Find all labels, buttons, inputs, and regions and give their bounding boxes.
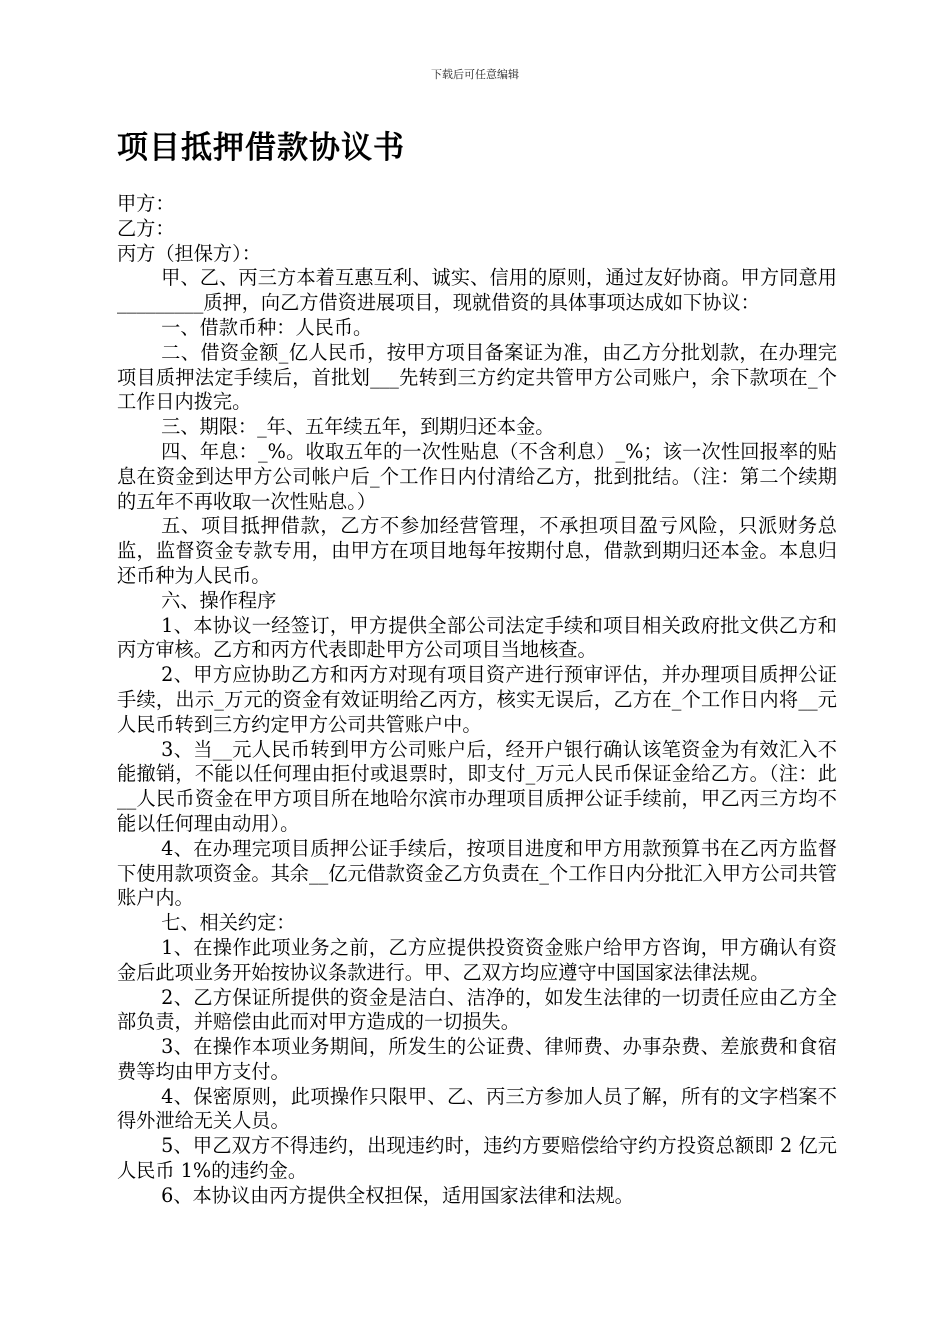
agreement-item-1: 1、在操作此项业务之前，乙方应提供投资资金账户给甲方咨询，甲方确认有资金后此项业务开始按协议条款进行。甲、乙双方均应遵守中国国家法律法规。 (117, 935, 837, 984)
clause-management: 五、项目抵押借款，乙方不参加经营管理，不承担项目盈亏风险，只派财务总监，监督资金专款专用，由甲方在项目地每年按期付息，借款到期归还本金。本息归还币种为人民币。 (117, 514, 837, 587)
section-heading-procedure: 六、操作程序 (161, 588, 277, 612)
clause-term: 三、期限：_年、五年续五年，到期归还本金。 (161, 415, 555, 439)
agreement-item-6: 6、本协议由丙方提供全权担保，适用国家法律和法规。 (161, 1183, 634, 1207)
party-a-line: 甲方： (117, 192, 175, 215)
section-heading-agreements: 七、相关约定： (161, 911, 296, 935)
clause-currency: 一、借款币种：人民币。 (161, 315, 373, 339)
procedure-item-1: 1、本协议一经签订，甲方提供全部公司法定手续和项目相关政府批文供乙方和丙方审核。乙方和丙方代表即赴甲方公司项目当地核查。 (117, 613, 837, 662)
agreement-item-5: 5、甲乙双方不得违约，出现违约时，违约方要赔偿给守约方投资总额即 2 亿元人民币 1%的违约金。 (117, 1134, 837, 1183)
procedure-item-2: 2、甲方应协助乙方和丙方对现有项目资产进行预审评估，并办理项目质押公证手续，出示_万元的资金有效证明给乙丙方，核实无误后，乙方在_个工作日内将__元人民币转到三方约定甲方公司共管账户中。 (117, 663, 837, 736)
agreement-item-3: 3、在操作本项业务期间，所发生的公证费、律师费、办事杂费、差旅费和食宿费等均由甲方支付。 (117, 1035, 837, 1083)
clause-amount: 二、借资金额_亿人民币，按甲方项目备案证为准，由乙方分批划款，在办理完项目质押法定手续后，首批划___先转到三方约定共管甲方公司账户，余下款项在_个工作日内拨完。 (117, 340, 837, 414)
agreement-item-2: 2、乙方保证所提供的资金是洁白、洁净的，如发生法律的一切责任应由乙方全部负责，并赔偿由此而对甲方造成的一切损失。 (117, 985, 837, 1034)
clause-interest: 四、年息：_%。收取五年的一次性贴息（不含利息）_%；该一次性回报率的贴息在资金到达甲方公司帐户后_个工作日内付清给乙方，批到批结。（注：第二个续期的五年不再收取一次性贴息。） (117, 439, 837, 513)
document-title: 项目抵押借款协议书 (117, 130, 405, 166)
agreement-item-4: 4、保密原则，此项操作只限甲、乙、丙三方参加人员了解，所有的文字档案不得外泄给无关人员。 (117, 1084, 837, 1133)
header-note: 下载后可任意编辑 (431, 68, 519, 81)
party-b-line: 乙方： (117, 216, 175, 240)
party-c-line: 丙方（担保方）： (117, 241, 261, 265)
procedure-item-3: 3、当__元人民币转到甲方公司账户后，经开户银行确认该笔资金为有效汇入不能撤销，不能以任何理由拒付或退票时，即支付_万元人民币保证金给乙方。（注：此__人民币资金在甲方项目所在地哈尔滨市办理项目质押公证手续前，甲乙丙三方均不能以任何理由动用）。 (117, 737, 837, 835)
document-body (117, 192, 837, 1209)
intro-paragraph: 甲、乙、丙三方本着互惠互利、诚实、信用的原则，通过友好协商。甲方同意用_________质押，向乙方借资进展项目，现就借资的具体事项达成如下协议： (117, 266, 837, 315)
procedure-item-4: 4、在办理完项目质押公证手续后，按项目进度和甲方用款预算书在乙丙方监督下使用款项资金。其余__亿元借款资金乙方负责在_个工作日内分批汇入甲方公司共管账户内。 (117, 836, 837, 910)
